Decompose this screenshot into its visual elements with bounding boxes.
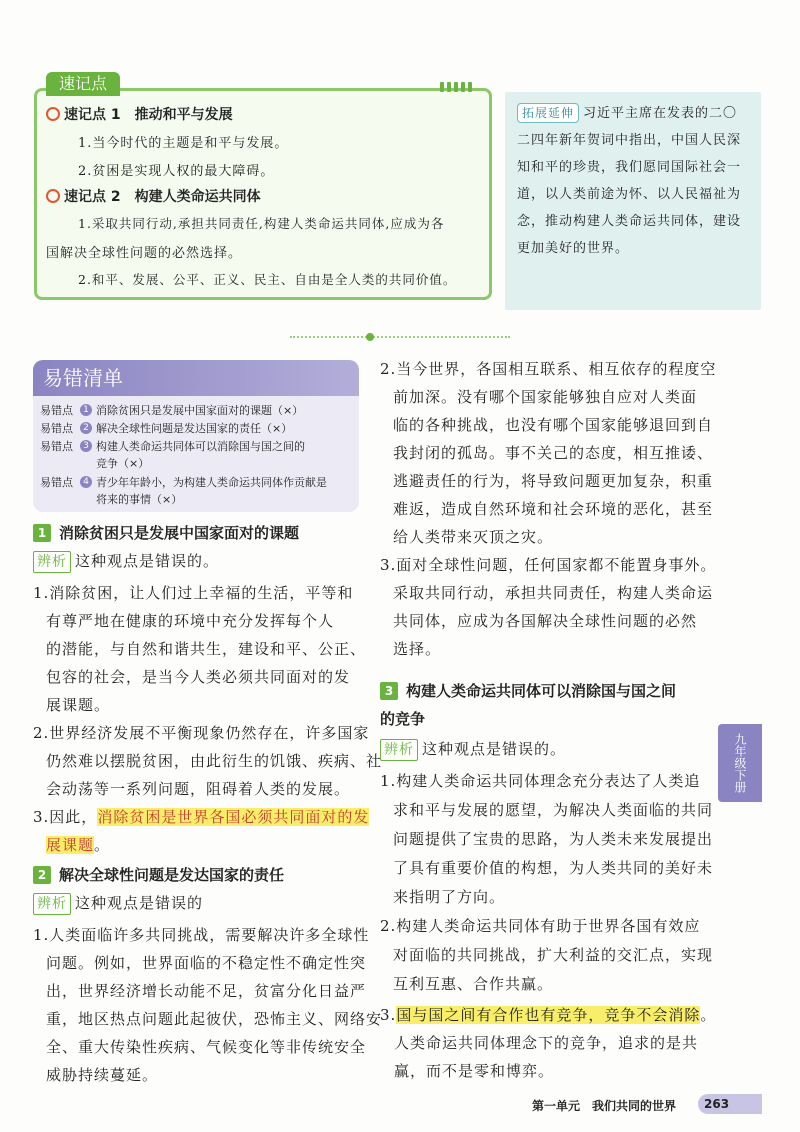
rlinesA-line: 给人类带来灭顶之灾。 <box>393 528 554 546</box>
extension-tag: 拓展延伸 <box>517 103 579 123</box>
quick-point-2-title: 速记点 2 构建人类命运共同体 <box>46 186 261 206</box>
quick-point-icon <box>46 107 60 121</box>
quick-point-1-line-1: 1.当今时代的主题是和平与发展。 <box>78 136 289 151</box>
s1lines-line: 有尊严地在健康的环境中充分发挥每个人 <box>46 612 335 630</box>
section-1-line-10: 展课题。 <box>46 836 111 854</box>
rlinesB-line: 问题提供了宝贵的思路，为人类未来发展提出 <box>393 830 714 848</box>
s1lines-line: 1.消除贫困，让人们过上幸福的生活，平等和 <box>33 584 354 602</box>
rlinesA-line: 逃避责任的行为，将导致问题更加复杂，积重 <box>393 472 714 490</box>
s1lines-line: 2.世界经济发展不平衡现象仍然存在，许多国家 <box>33 724 370 742</box>
section-1-verdict: 辨析 这种观点是错误的。 <box>33 550 219 573</box>
rlinesB-line: 1.构建人类命运共同体理念充分表达了人类追 <box>380 772 701 790</box>
s2lines-line: 出，世界经济增长动能不足，贫富分化日益严 <box>46 982 367 1000</box>
rlinesB-line: 来指明了方向。 <box>393 888 506 906</box>
rlinesB-line: 2.构建人类命运共同体有助于世界各国有效应 <box>380 917 701 935</box>
section-1-heading: 1 消除贫困只是发展中国家面对的课题 <box>33 522 299 543</box>
error-item-1: 易错点 1 消除贫困只是发展中国家面对的课题（×） <box>40 404 304 417</box>
divider <box>290 336 510 338</box>
quick-point-icon <box>46 189 60 203</box>
section-2-heading: 2 解决全球性问题是发达国家的责任 <box>33 864 284 885</box>
decorative-dots <box>440 82 472 92</box>
s1lines-line: 会动荡等一系列问题，阻碍着人类的发展。 <box>46 780 351 798</box>
error-item-2: 易错点 2 解决全球性问题是发达国家的责任（×） <box>40 422 293 435</box>
s2lines-line: 问题。例如，世界面临的不稳定性不确定性突 <box>46 954 367 972</box>
s2lines-line: 威胁持续蔓延。 <box>46 1066 159 1084</box>
rlinesA-line: 选择。 <box>393 640 442 658</box>
section-3-line-10: 人类命运共同体理念下的竞争，追求的是共 <box>394 1034 699 1052</box>
rlinesB-line: 求和平与发展的愿望，为解决人类面临的共同 <box>393 801 714 819</box>
rlinesA-line: 2.当今世界，各国相互联系、相互依存的程度空 <box>380 360 717 378</box>
page-number: 263 <box>698 1094 762 1114</box>
s1lines-line: 包容的社会，是当今人类必须共同面对的发 <box>46 668 351 686</box>
section-3-line-9: 3.国与国之间有合作也有竞争，竞争不会消除。 <box>380 1006 717 1024</box>
s1lines-line: 展课题。 <box>46 696 111 714</box>
quick-notes-tab: 速记点 <box>46 72 120 96</box>
footer-unit: 第一单元 我们共同的世界 <box>532 1099 677 1113</box>
grade-side-tab: 九年级下册 <box>718 724 762 802</box>
rlinesA-line: 临的各种挑战，也没有哪个国家能够退回到自 <box>393 416 714 434</box>
s2lines-line: 1.人类面临许多共同挑战，需要解决许多全球性 <box>33 926 370 944</box>
rlinesB-line: 互利互惠、合作共赢。 <box>393 975 554 993</box>
rlinesA-line: 我封闭的孤岛。事不关己的态度，相互推诿、 <box>393 444 714 462</box>
extension-box <box>505 92 761 310</box>
s1lines-line: 仍然难以摆脱贫困，由此衍生的饥饿、疾病、社 <box>46 752 383 770</box>
rlinesB-line: 对面临的共同挑战，扩大利益的交汇点，实现 <box>393 946 714 964</box>
section-1-line-9: 3.因此，消除贫困是世界各国必须共同面对的发 <box>33 808 370 826</box>
error-list-title: 易错清单 <box>33 360 359 396</box>
rlinesA-line: 前加深。没有哪个国家能够独自应对人类面 <box>393 388 698 406</box>
rlinesA-line: 共同体，应成为各国解决全球性问题的必然 <box>393 612 698 630</box>
s2lines-line: 全、重大传染性疾病、气候变化等非传统安全 <box>46 1038 367 1056</box>
section-2-verdict: 辨析 这种观点是错误的 <box>33 892 203 915</box>
divider-dot <box>366 333 374 341</box>
quick-point-2-line-2: 2.和平、发展、公平、正义、民主、自由是全人类的共同价值。 <box>78 272 457 287</box>
section-3-heading-cont: 的竞争 <box>380 710 426 728</box>
rlinesA-line: 3.面对全球性问题，任何国家都不能置身事外。 <box>380 556 717 574</box>
quick-point-1-title: 速记点 1 推动和平与发展 <box>46 104 233 124</box>
error-item-3: 易错点 3 构建人类命运共同体可以消除国与国之间的 竞争（×） <box>40 440 305 470</box>
section-3-line-11: 赢，而不是零和博弈。 <box>394 1062 555 1080</box>
section-3-verdict: 辨析 这种观点是错误的。 <box>380 738 566 761</box>
s1lines-line: 的潜能，与自然和谐共生，建设和平、公正、 <box>46 640 367 658</box>
rlinesB-line: 了具有重要价值的构想，为人类共同的美好未 <box>393 859 714 877</box>
extension-text: 习近平主席在发表的二〇二四年新年贺词中指出，中国人民深知和平的珍贵，我们愿同国际社会一道，以人类前途为怀、以人民福祉为念，推动构建人类命运共同体，建设更加美好的世界。 <box>517 106 742 256</box>
rlinesA-line: 采取共同行动，承担共同责任，构建人类命运 <box>393 584 714 602</box>
error-item-4: 易错点 4 青少年年龄小，为构建人类命运共同体作贡献是 将来的事情（×） <box>40 476 327 506</box>
quick-point-1-line-2: 2.贫困是实现人权的最大障碍。 <box>78 164 275 179</box>
quick-point-2-line-1a: 1.采取共同行动,承担共同责任,构建人类命运共同体,应成为各 <box>78 216 445 231</box>
section-3-heading: 3 构建人类命运共同体可以消除国与国之间 <box>380 680 676 701</box>
s2lines-line: 重，地区热点问题此起彼伏，恐怖主义、网络安 <box>46 1010 383 1028</box>
rlinesA-line: 难返，造成自然环境和社会环境的恶化，甚至 <box>393 500 714 518</box>
quick-point-2-line-1b: 国解决全球性问题的必然选择。 <box>46 246 243 261</box>
